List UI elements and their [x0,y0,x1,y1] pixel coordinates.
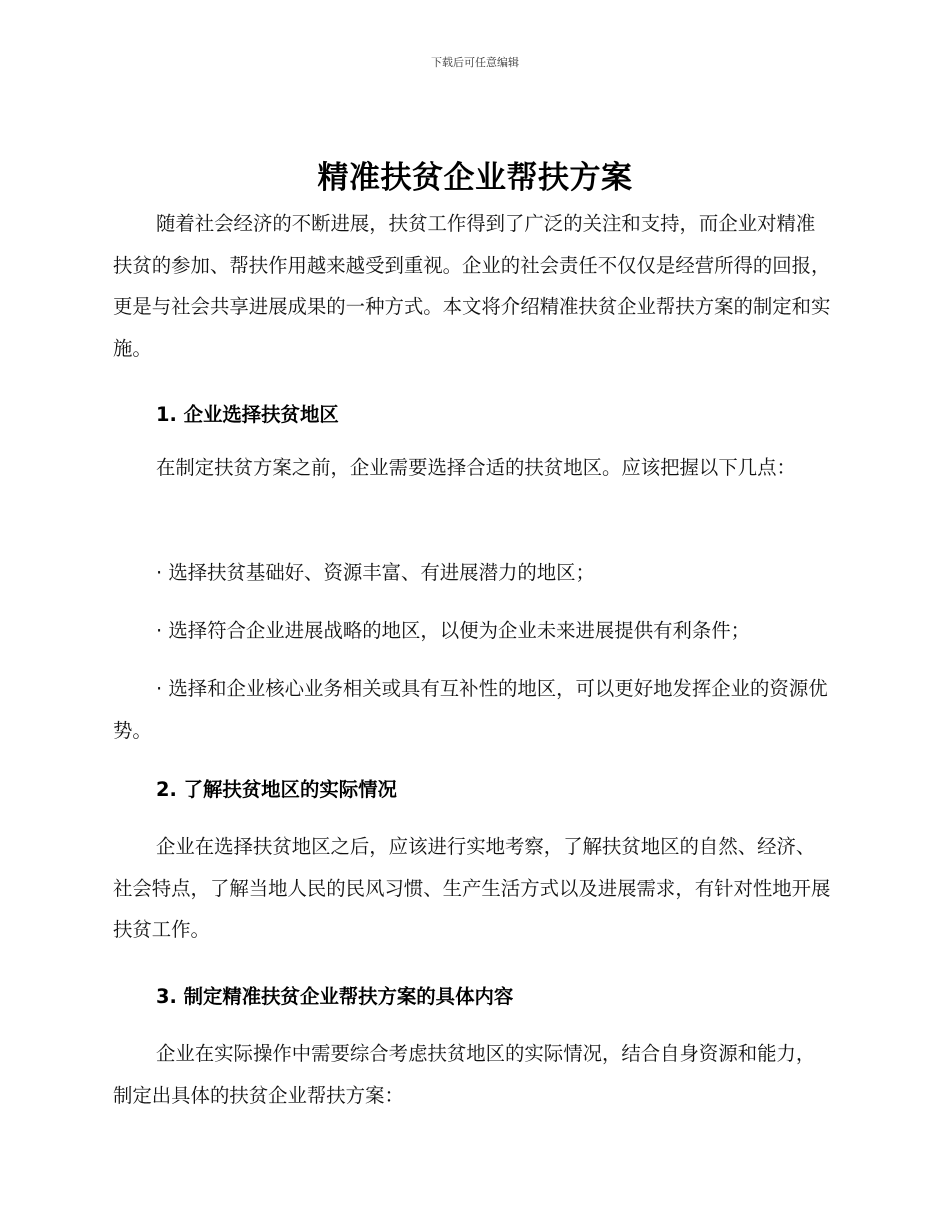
page-header: 下载后可任意编辑 [431,56,519,69]
section-3-paragraph: 企业在实际操作中需要综合考虑扶贫地区的实际情况，结合自身资源和能力，制定出具体的扶贫企业帮扶方案： [113,1042,816,1107]
section-heading-2: 2. 了解扶贫地区的实际情况 [156,778,397,801]
bullet-text: · 选择符合企业进展战略的地区，以便为企业未来进展提供有利条件； [156,619,751,642]
section-heading-3: 3. 制定精准扶贫企业帮扶方案的具体内容 [156,985,514,1008]
bullet-text: · 选择扶贫基础好、资源丰富、有进展潜力的地区； [156,561,595,584]
section-1-paragraph: 在制定扶贫方案之前，企业需要选择合适的扶贫地区。应该把握以下几点： [156,456,796,479]
section-heading-1: 1. 企业选择扶贫地区 [156,403,339,426]
section-2-paragraph: 企业在选择扶贫地区之后，应该进行实地考察，了解扶贫地区的自然、经济、社会特点，了解当地人民的民风习惯、生产生活方式以及进展需求，有针对性地开展扶贫工作。 [113,835,831,941]
list-item: · 选择和企业核心业务相关或具有互补性的地区，可以更好地发挥企业的资源优势。 [113,677,828,742]
list-item [113,552,833,594]
document-title: 精准扶贫企业帮扶方案 [317,160,633,196]
intro-paragraph: 随着社会经济的不断进展，扶贫工作得到了广泛的关注和支持，而企业对精准扶贫的参加、帮扶作用越来越受到重视。企业的社会责任不仅仅是经营所得的回报，更是与社会共享进展成果的一种方式。本文将介绍精准扶贫企业帮扶方案的制定和实施。 [113,212,831,360]
list-item [113,610,833,652]
